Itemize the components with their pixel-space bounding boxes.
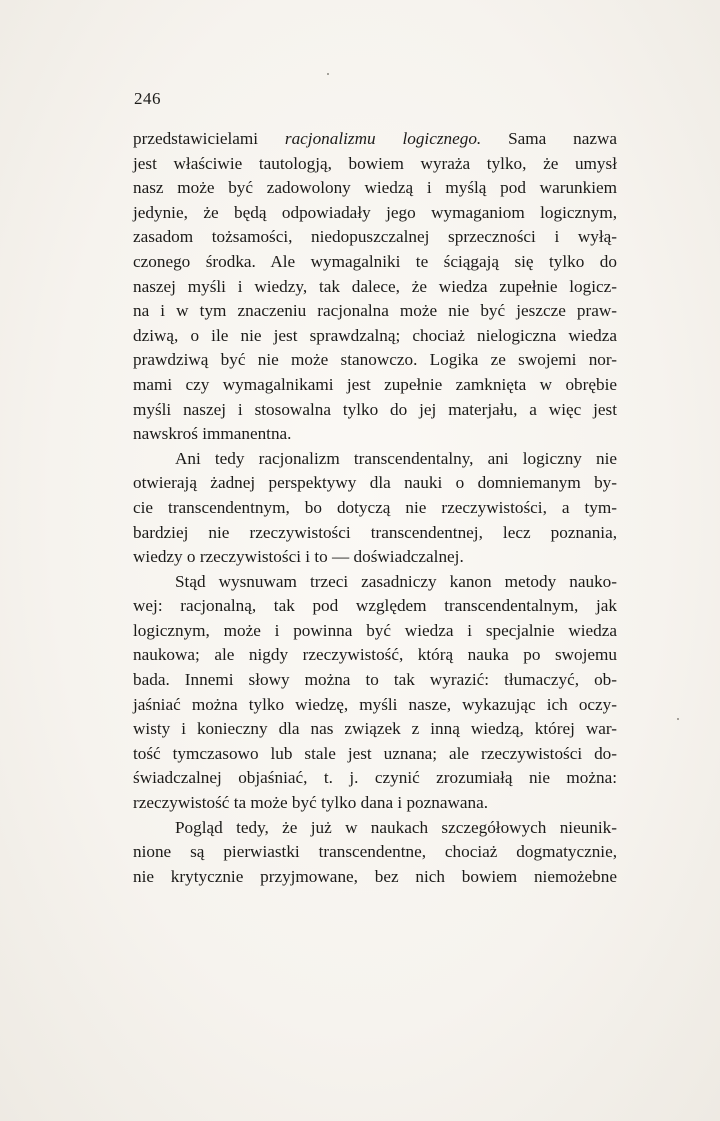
text-line: mami czy wymagalnikami jest zupełnie zamknięta w obrębie: [133, 374, 617, 394]
text-line: bardziej nie rzeczywistości transcendentnej, lecz poznania,: [133, 522, 617, 542]
page-number: 246: [134, 89, 161, 108]
text-line: wej: racjonalną, tak pod względem transcendentalnym, jak: [133, 596, 617, 616]
text-line: jedynie, że będą odpowiadały jego wymaganiom logicznym,: [133, 202, 617, 222]
paper-speck: [327, 73, 329, 75]
text-line: jest właściwie tautologją, bowiem wyraża tylko, że umysł: [133, 153, 617, 173]
text-line: wiedzy o rzeczywistości i to — doświadczalnej.: [133, 547, 464, 567]
text-line: bada. Innemi słowy można to tak wyrazić: tłumaczyć, ob-: [133, 670, 617, 690]
text-line: Pogląd tedy, że już w naukach szczegółowych nieunik-: [175, 817, 617, 837]
text-line: nasz może być zadowolony wiedzą i myślą pod warunkiem: [133, 178, 617, 198]
text-line: świadczalnej objaśniać, t. j. czynić zrozumiałą nie można:: [133, 768, 617, 788]
text-line: Stąd wysnuwam trzeci zasadniczy kanon metody nauko-: [175, 571, 617, 591]
paper-speck: [677, 718, 679, 720]
text-line: jaśniać można tylko wiedzę, myśli nasze, wykazując ich oczy-: [133, 694, 617, 714]
text-line: nione są pierwiastki transcendentne, chociaż dogmatycznie,: [133, 842, 617, 862]
body-text: [133, 127, 617, 889]
text-line: zasadom tożsamości, niedopuszczalnej sprzeczności i wyłą-: [133, 227, 617, 247]
text-line: na i w tym znaczeniu racjonalna może nie być jeszcze praw-: [133, 301, 617, 321]
text-line: tość tymczasowo lub stale jest uznana; ale rzeczywistości do-: [133, 743, 617, 763]
text-line: nie krytycznie przyjmowane, bez nich bowiem niemożebne: [133, 866, 617, 886]
text-line: przedstawicielami racjonalizmu logicznego. Sama nazwa: [133, 129, 617, 148]
text-line: nawskroś immanentna.: [133, 424, 292, 444]
text-line: Ani tedy racjonalizm transcendentalny, ani logiczny nie: [175, 448, 617, 468]
text-line: otwierają żadnej perspektywy dla nauki o domniemanym by-: [133, 473, 617, 493]
text-line: naukowa; ale nigdy rzeczywistość, którą nauka po swojemu: [133, 645, 617, 665]
text-line: myśli naszej i stosowalna tylko do jej materjału, a więc jest: [133, 399, 617, 419]
text-line: naszej myśli i wiedzy, tak dalece, że wiedza zupełnie logicz-: [133, 276, 617, 296]
text-line: rzeczywistość ta może być tylko dana i poznawana.: [133, 793, 489, 813]
text-line: prawdziwą być nie może stanowczo. Logika ze swojemi nor-: [133, 350, 617, 370]
text-line: cie transcendentnym, bo dotyczą nie rzeczywistości, a tym-: [133, 497, 617, 517]
text-line: logicznym, może i powinna być wiedza i specjalnie wiedza: [133, 620, 617, 640]
emphasized-term: racjonalizmu logicznego.: [284, 129, 482, 148]
text-line: czonego środka. Ale wymagalniki te ściągają się tylko do: [133, 251, 617, 271]
text-line: dziwą, o ile nie jest sprawdzalną; chociaż nielogiczna wiedza: [133, 325, 617, 345]
text-line: wisty i konieczny dla nas związek z inną wiedzą, której war-: [133, 719, 617, 739]
